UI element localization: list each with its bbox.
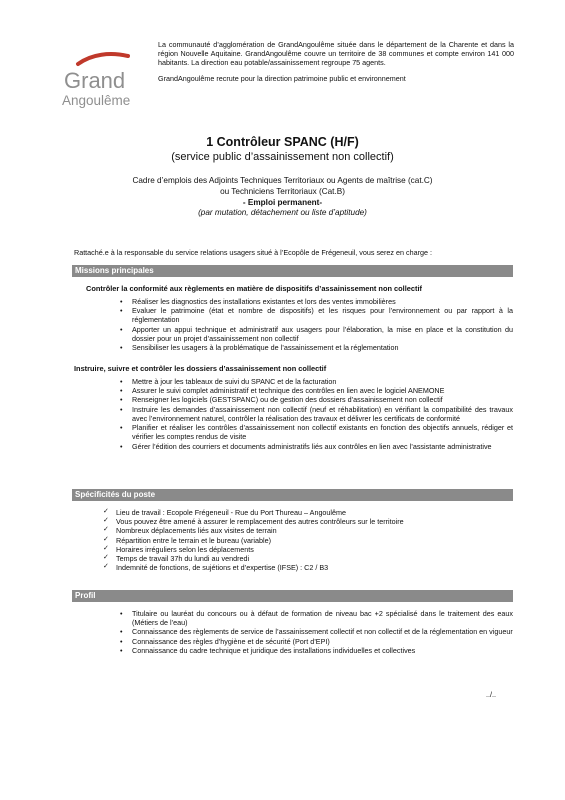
cadre-line-4: (par mutation, détachement ou liste d’aptitude): [198, 208, 367, 218]
specs-list: [103, 508, 513, 573]
cadre-line-1: Cadre d’emplois des Adjoints Techniques Territoriaux ou Agents de maîtrise (cat.C): [132, 176, 433, 185]
list-item: • Réaliser les diagnostics des installations existantes et lors des ventes immobilières: [120, 297, 513, 306]
list-item: ✓ Nombreux déplacements liés aux visites de terrain: [103, 526, 513, 535]
list-item: • Instruire les demandes d’assainissement non collectif (neuf et réhabilitation) en vérifiant la compatibilité des travaux avec l’environnement naturel, contrôler la réalisation des travaux et délivrer les certificats de conformité: [120, 405, 513, 423]
list-item: • Sensibiliser les usagers à la problématique de l’assainissement et la réglementation: [120, 343, 513, 352]
list-item: • Connaissance des règles d’hygiène et de sécurité (Port d’EPI): [120, 637, 513, 646]
logo-swoosh: [78, 54, 128, 64]
missions-subheading-1: Contrôler la conformité aux règlements en matière de dispositifs d’assainissement non collectif: [86, 284, 422, 293]
logo-text-grand: Grand: [64, 68, 126, 93]
section-profil-heading: Profil: [72, 590, 513, 602]
list-item: • Gérer l’édition des courriers et documents administratifs liés aux contrôles en lien avec l’assistante administrative: [120, 442, 513, 451]
list-item: • Assurer le suivi complet administratif et technique des contrôles en lien avec le logiciel ANEMONE: [120, 386, 513, 395]
list-item: • Connaissance du cadre technique et juridique des installations individuelles et collectives: [120, 646, 513, 655]
profil-list: [120, 609, 513, 655]
logo-text-angouleme: Angoulême: [62, 93, 131, 108]
intro-paragraph: La communauté d’agglomération de GrandAngoulême située dans le département de la Charente et dans la région Nouvelle Aquitaine. GrandAngoulême couvre un territoire de 38 communes et compte environ 141 000 habitants. La direction eau potable/assainissement regroupe 75 agents.: [158, 40, 514, 68]
attached-sentence: Rattaché.e à la responsable du service relations usagers situé à l’Ecopôle de Frégeneuil, vous serez en charge :: [74, 248, 432, 257]
intro-block: [158, 40, 514, 89]
list-item: ✓ Vous pouvez être amené à assurer le remplacement des autres contrôleurs sur le territoire: [103, 517, 513, 526]
list-item: ✓ Indemnité de fonctions, de sujétions et d’expertise (IFSE) : C2 / B3: [103, 563, 513, 572]
list-item: • Evaluer le patrimoine (état et nombre de dispositifs) et les risques pour l’environnement ou par rapport à la réglementation: [120, 306, 513, 324]
list-item: ✓ Lieu de travail : Ecopole Frégeneuil - Rue du Port Thureau – Angoulême: [103, 508, 513, 517]
missions-list-2: [120, 377, 513, 451]
grandangouleme-logo: [58, 42, 138, 112]
job-title: 1 Contrôleur SPANC (H/F): [206, 135, 359, 149]
list-item: ✓ Horaires irréguliers selon les déplacements: [103, 545, 513, 554]
list-item: • Renseigner les logiciels (GESTSPANC) ou de gestion des dossiers d’assainissement non collectif: [120, 395, 513, 404]
list-item: ✓ Répartition entre le terrain et le bureau (variable): [103, 536, 513, 545]
page-continuation-mark: ../..: [486, 690, 496, 699]
intro-recruits: GrandAngoulême recrute pour la direction patrimoine public et environnement: [158, 73, 406, 83]
section-missions-heading: Missions principales: [72, 265, 513, 277]
list-item: ✓ Temps de travail 37h du lundi au vendredi: [103, 554, 513, 563]
list-item: • Connaissance des règlements de service de l’assainissement collectif et non collectif et de la réglementation en vigueur: [120, 627, 513, 636]
section-specs-heading: Spécificités du poste: [72, 489, 513, 501]
list-item: • Apporter un appui technique et administratif aux usagers pour l’élaboration, la mise en place et la constitution du dossier pour un projet d’assainissement non collectif: [120, 325, 513, 343]
list-item: • Titulaire ou lauréat du concours ou à défaut de formation de niveau bac +2 spécialisé dans le traitement des eaux (Métiers de l’eau): [120, 609, 513, 627]
missions-list-1: [120, 297, 513, 352]
job-subtitle: (service public d’assainissement non collectif): [171, 151, 394, 163]
list-item: • Mettre à jour les tableaux de suivi du SPANC et de la facturation: [120, 377, 513, 386]
logo-graphic: [58, 42, 138, 112]
missions-subheading-2: Instruire, suivre et contrôler les dossiers d’assainissement non collectif: [74, 364, 327, 373]
cadre-line-3: - Emploi permanent-: [242, 197, 323, 207]
cadre-block: [100, 176, 465, 219]
cadre-line-2: ou Techniciens Territoriaux (Cat.B): [220, 186, 345, 196]
list-item: • Planifier et réaliser les contrôles d’assainissement non collectif existants en fonction des objectifs annuels, rédiger et vérifier les comptes rendus de visite: [120, 423, 513, 441]
